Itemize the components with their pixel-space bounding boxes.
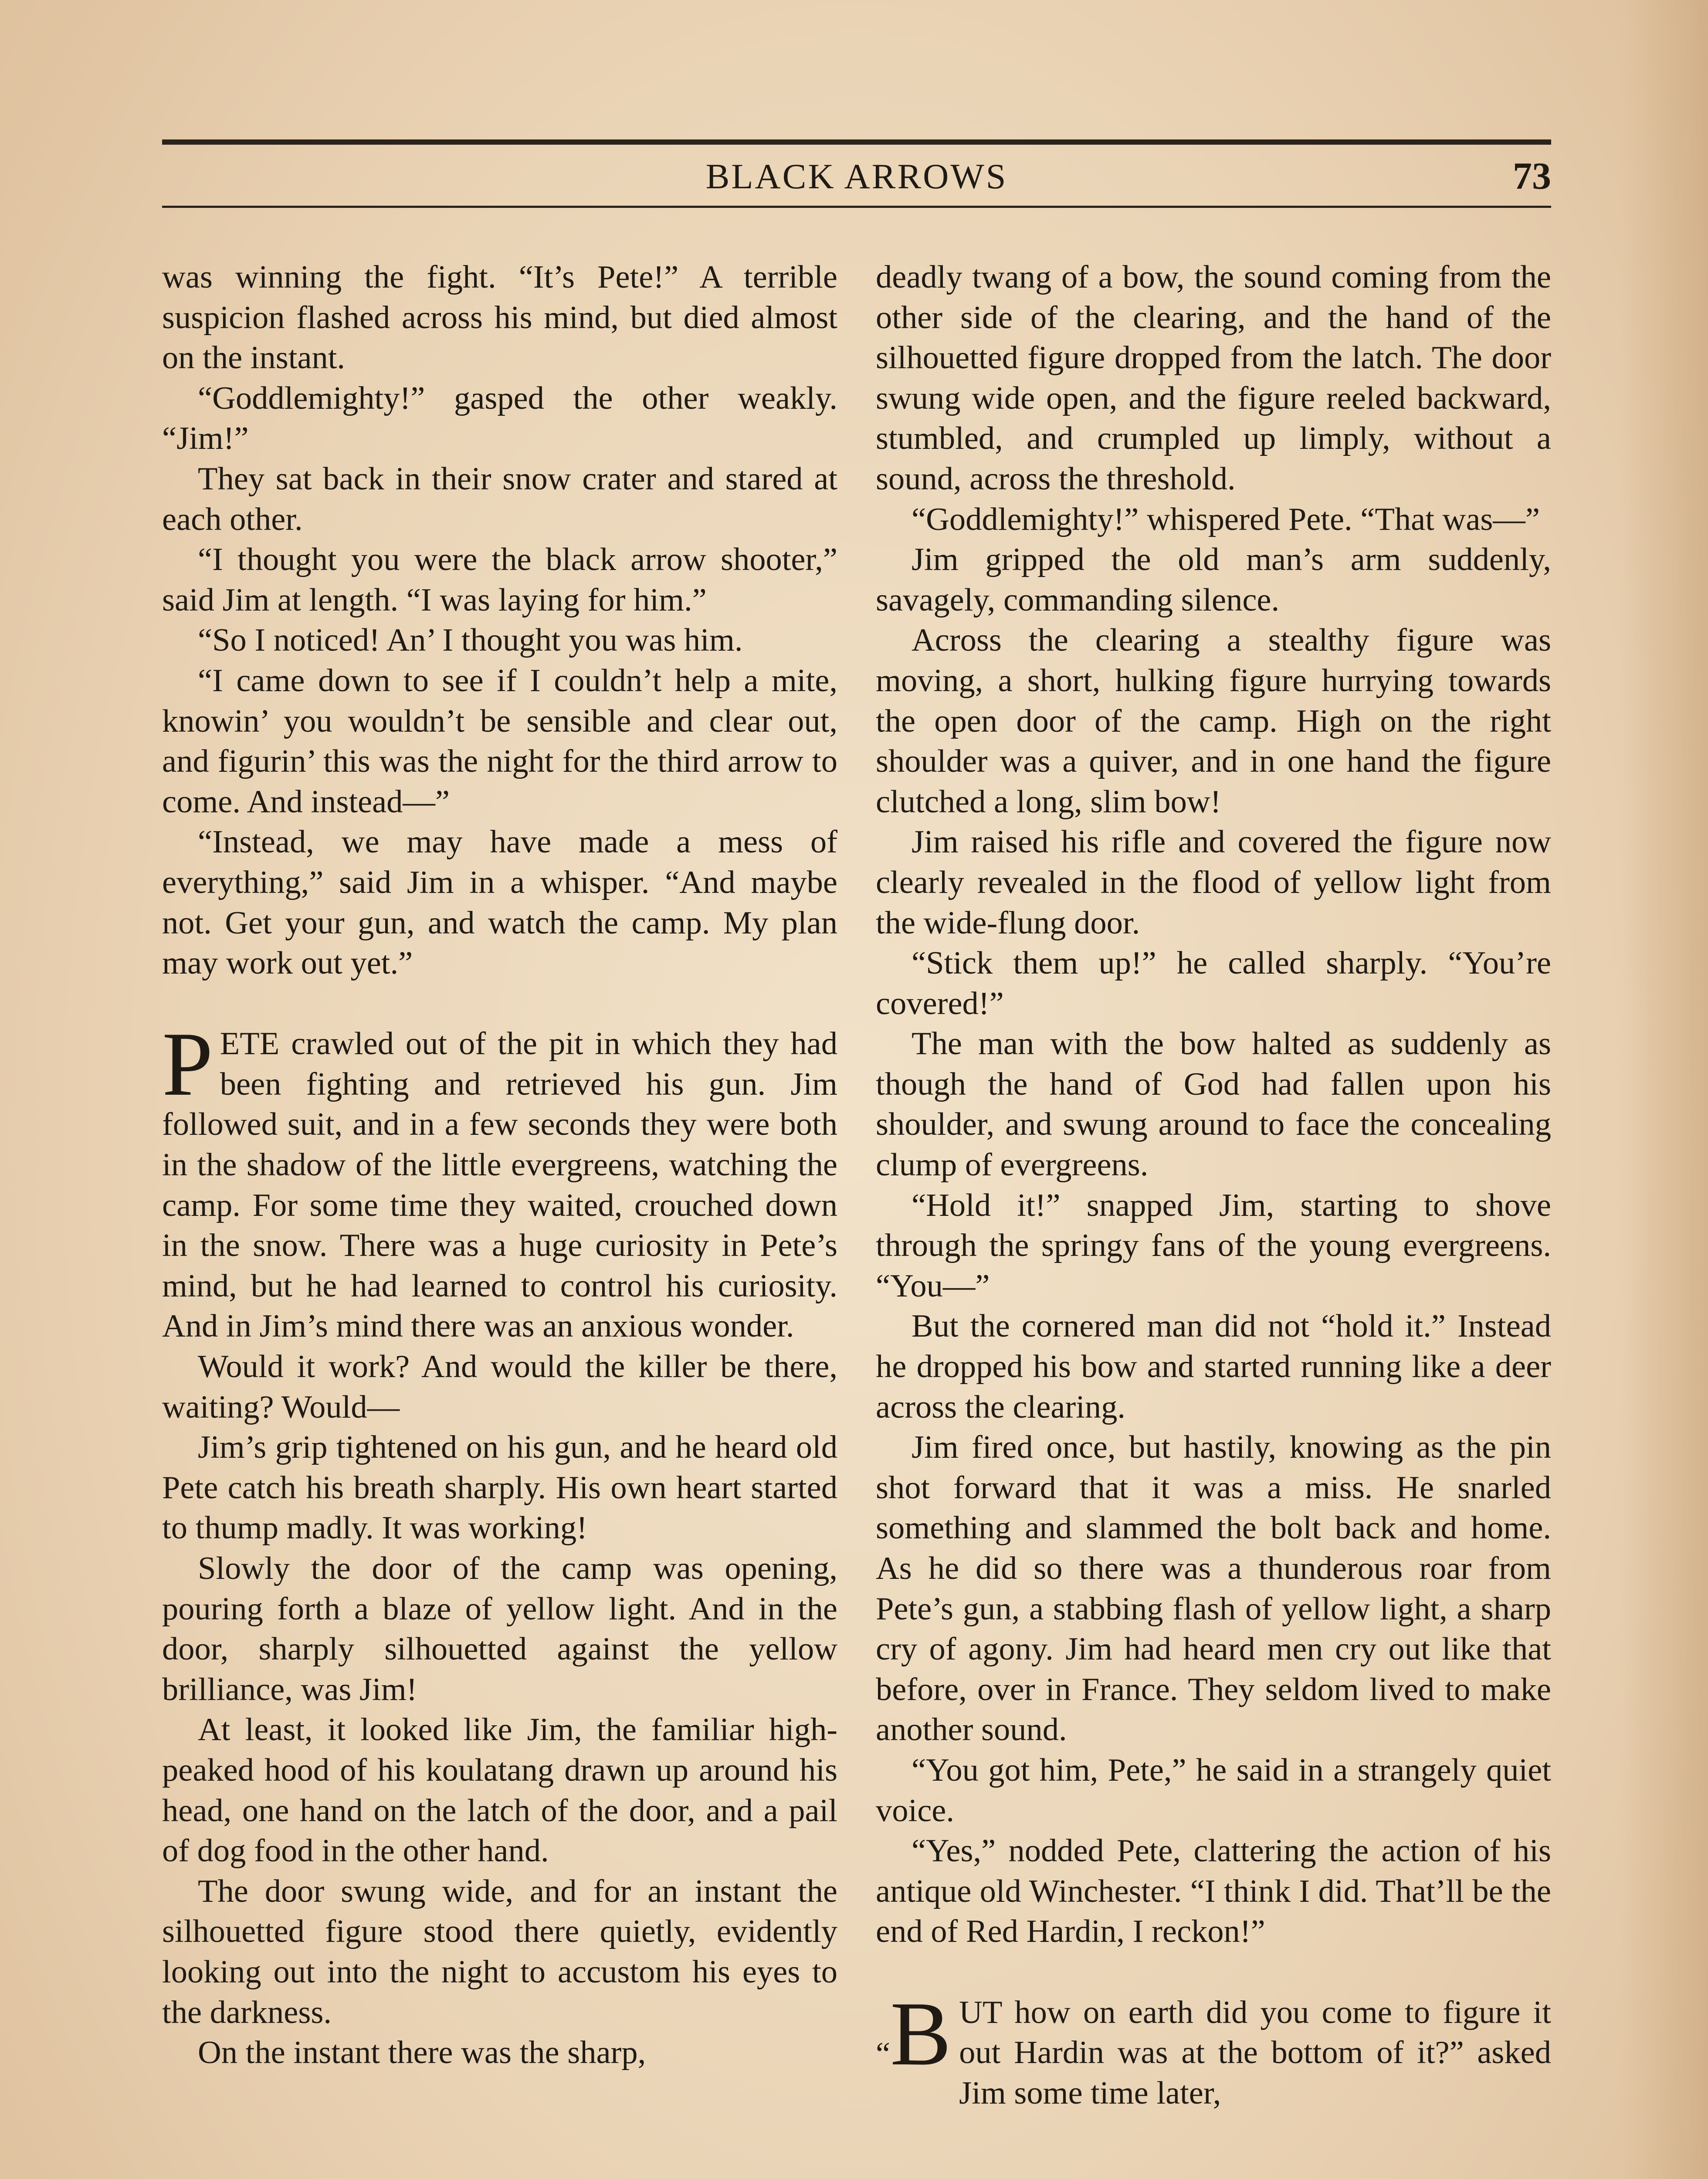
paragraph: Jim raised his rifle and covered the figure now clearly revealed in the flood of yellow light from the wide-flung door. (876, 824, 1551, 941)
paragraph: But the cornered man did not “hold it.” Instead he dropped his bow and started running like a deer across the clearing. (876, 1308, 1551, 1425)
paragraph: On the instant there was the sharp, (198, 2035, 646, 2071)
paragraph: Slowly the door of the camp was opening, pouring forth a blaze of yellow light. And in the door, sharply silhouetted against the yellow brilliance, was Jim! (162, 1551, 837, 1707)
section-paragraph (876, 1983, 1551, 2114)
drop-cap: P (162, 1014, 213, 1115)
header-rule-top (162, 139, 1551, 145)
paragraph: They sat back in their snow crater and stared at each other. (162, 461, 837, 537)
paragraph: The man with the bow halted as suddenly as though the hand of God had fallen upon his shoulder, and swung around to face the concealing clump of evergreens. (876, 1026, 1551, 1183)
paragraph: “Goddlemighty!” whispered Pete. “That was—” (912, 501, 1540, 537)
header-rule-bottom (162, 206, 1551, 208)
paragraph: The door swung wide, and for an instant the silhouetted figure stood there quietly, evidently looking out into the night to accustom his eyes to the darkness. (162, 1873, 837, 2030)
paragraph: “Stick them up!” he called sharply. “You’re covered!” (876, 945, 1551, 1022)
paragraph: Would it work? And would the killer be there, waiting? Would— (162, 1349, 837, 1425)
paragraph: “So I noticed! An’ I thought you was him. (198, 622, 743, 658)
paragraph: Jim’s grip tightened on his gun, and he heard old Pete catch his breath sharply. His own heart started to thump madly. It was working! (162, 1429, 837, 1546)
paragraph: “I thought you were the black arrow shooter,” said Jim at length. “I was laying for him.” (162, 542, 837, 618)
paragraph: deadly twang of a bow, the sound coming from the other side of the clearing, and the hand of the silhouetted figure dropped from the latch. The door swung wide open, and the figure reeled backward, stumbled, and crumpled up limply, without a sound, across the threshold. (876, 259, 1551, 497)
paragraph: was winning the fight. “It’s Pete!” A terrible suspicion flashed across his mind, but died almost on the instant. (162, 259, 837, 376)
paragraph: “You got him, Pete,” he said in a strangely quiet voice. (876, 1752, 1551, 1829)
drop-cap: B (890, 1983, 952, 2084)
page-number: 73 (1513, 155, 1551, 197)
paragraph-text: ETE crawled out of the pit in which they had been fighting and retrieved his gun. Jim followed suit, and in a few seconds they were both in the shadow of the little evergreens, watching the camp. For some time they waited, crouched down in the snow. There was a huge curiosity in Pete’s mind, but he had learned to control his curiosity. And in Jim’s mind there was an anxious wonder. (162, 1026, 837, 1344)
right-column (876, 257, 1551, 2113)
running-head: BLACK ARROWS (705, 156, 1008, 196)
paragraph: “I came down to see if I couldn’t help a mite, knowin’ you wouldn’t be sensible and clear out, and figurin’ this was the night for the third arrow to come. And instead—” (162, 662, 837, 820)
paragraph: “Yes,” nodded Pete, clattering the action of his antique old Winchester. “I think I did. That’ll be the end of Red Hardin, I reckon!” (876, 1833, 1551, 1950)
paragraph: Across the clearing a stealthy figure was moving, a short, hulking figure hurrying towards the open door of the camp. High on the right shoulder was a quiver, and in one hand the figure clutched a long, slim bow! (876, 622, 1551, 820)
paragraph: “Instead, we may have made a mess of everything,” said Jim in a whisper. “And maybe not. Get your gun, and watch the camp. My plan may work out yet.” (162, 824, 837, 981)
paragraph: At least, it looked like Jim, the familiar high-peaked hood of his koulatang drawn up around his head, one hand on the latch of the door, and a pail of dog food in the other hand. (162, 1712, 837, 1869)
paragraph-text: UT how on earth did you come to figure it out Hardin was at the bottom of it?” asked Jim some time later, (959, 1994, 1551, 2111)
section-paragraph (162, 1014, 837, 1347)
paragraph: “Hold it!” snapped Jim, starting to shove through the springy fans of the young evergreens. “You—” (876, 1187, 1551, 1304)
paragraph: Jim gripped the old man’s arm suddenly, savagely, commanding silence. (876, 542, 1551, 618)
page-edge-shadow (1621, 0, 1708, 2179)
paragraph: “Goddlemighty!” gasped the other weakly. “Jim!” (162, 380, 837, 457)
paragraph: Jim fired once, but hastily, knowing as the pin shot forward that it was a miss. He snarled something and slammed the bolt back and home. As he did so there was a thunderous roar from Pete’s gun, a stabbing flash of yellow light, a sharp cry of agony. Jim had heard men cry out like that before, over in France. They seldom lived to make another sound. (876, 1429, 1551, 1748)
opening-quote: “ (876, 2036, 891, 2072)
left-column (162, 257, 837, 2073)
drop-cap-group (876, 1983, 957, 2084)
